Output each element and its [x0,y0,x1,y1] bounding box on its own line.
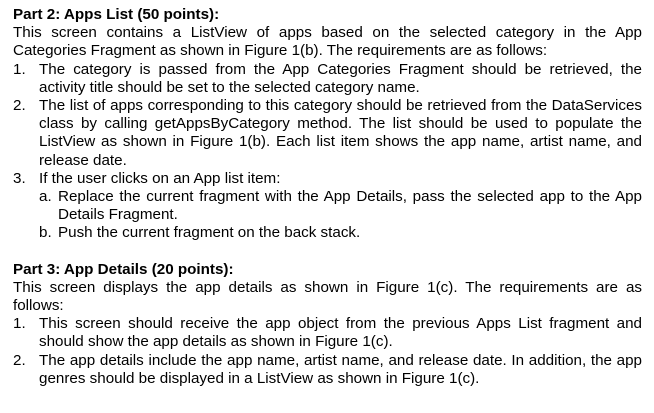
sub-requirement-text: Replace the current fragment with the App Details, pass the selected app to the App Details Fragment. [58,188,642,224]
part2-requirement-3b [39,224,642,242]
part2-title: Part 2: Apps List (50 points): [13,6,220,23]
list-number: 1. [13,315,26,333]
sub-requirement-text: Push the current fragment on the back stack. [58,224,361,242]
part3-title: Part 3: App Details (20 points): [13,260,234,278]
list-letter: a. [39,188,52,206]
part2-requirement-3 [13,170,642,243]
requirement-text: The app details include the app name, artist name, and release date. In addition, the app genres should be displayed in a ListView as shown in Figure 1(c). [39,351,642,387]
part2-sub-requirements-list [39,188,642,243]
list-number: 1. [13,60,26,78]
requirement-text: The list of apps corresponding to this category should be retrieved from the DataServices class by calling getAppsByCategory method. The list should be used to populate the ListView as shown in Figure 1(b). Each list item shows the app name, artist name, and release date. [39,97,642,169]
list-number: 2. [13,351,26,369]
part2-requirement-3a [39,188,642,224]
list-number: 3. [13,169,26,187]
requirement-text: The category is passed from the App Categories Fragment should be retrieved, the activity title should be set to the selected category name. [39,60,642,96]
part2-requirement-1 [13,61,642,97]
part3-requirement-2 [13,352,642,388]
list-number: 2. [13,97,26,115]
part2-requirement-2 [13,97,642,170]
part2-requirements-list [13,61,642,243]
part3-intro: This screen displays the app details as shown in Figure 1(c). The requirements are as follows: [13,278,642,315]
list-letter: b. [39,224,52,242]
part3-requirement-1 [13,315,642,351]
part2-section [13,6,642,243]
part3-section [13,261,642,388]
section-spacer [13,243,642,261]
part3-requirements-list [13,315,642,388]
requirement-text: If the user clicks on an App list item: [39,169,281,187]
requirement-text: This screen should receive the app object from the previous Apps List fragment and should show the app details as shown in Figure 1(c). [39,315,642,351]
part2-intro: This screen contains a ListView of apps based on the selected category in the App Categories Fragment as shown in Figure 1(b). The requirements are as follows: [13,24,642,60]
